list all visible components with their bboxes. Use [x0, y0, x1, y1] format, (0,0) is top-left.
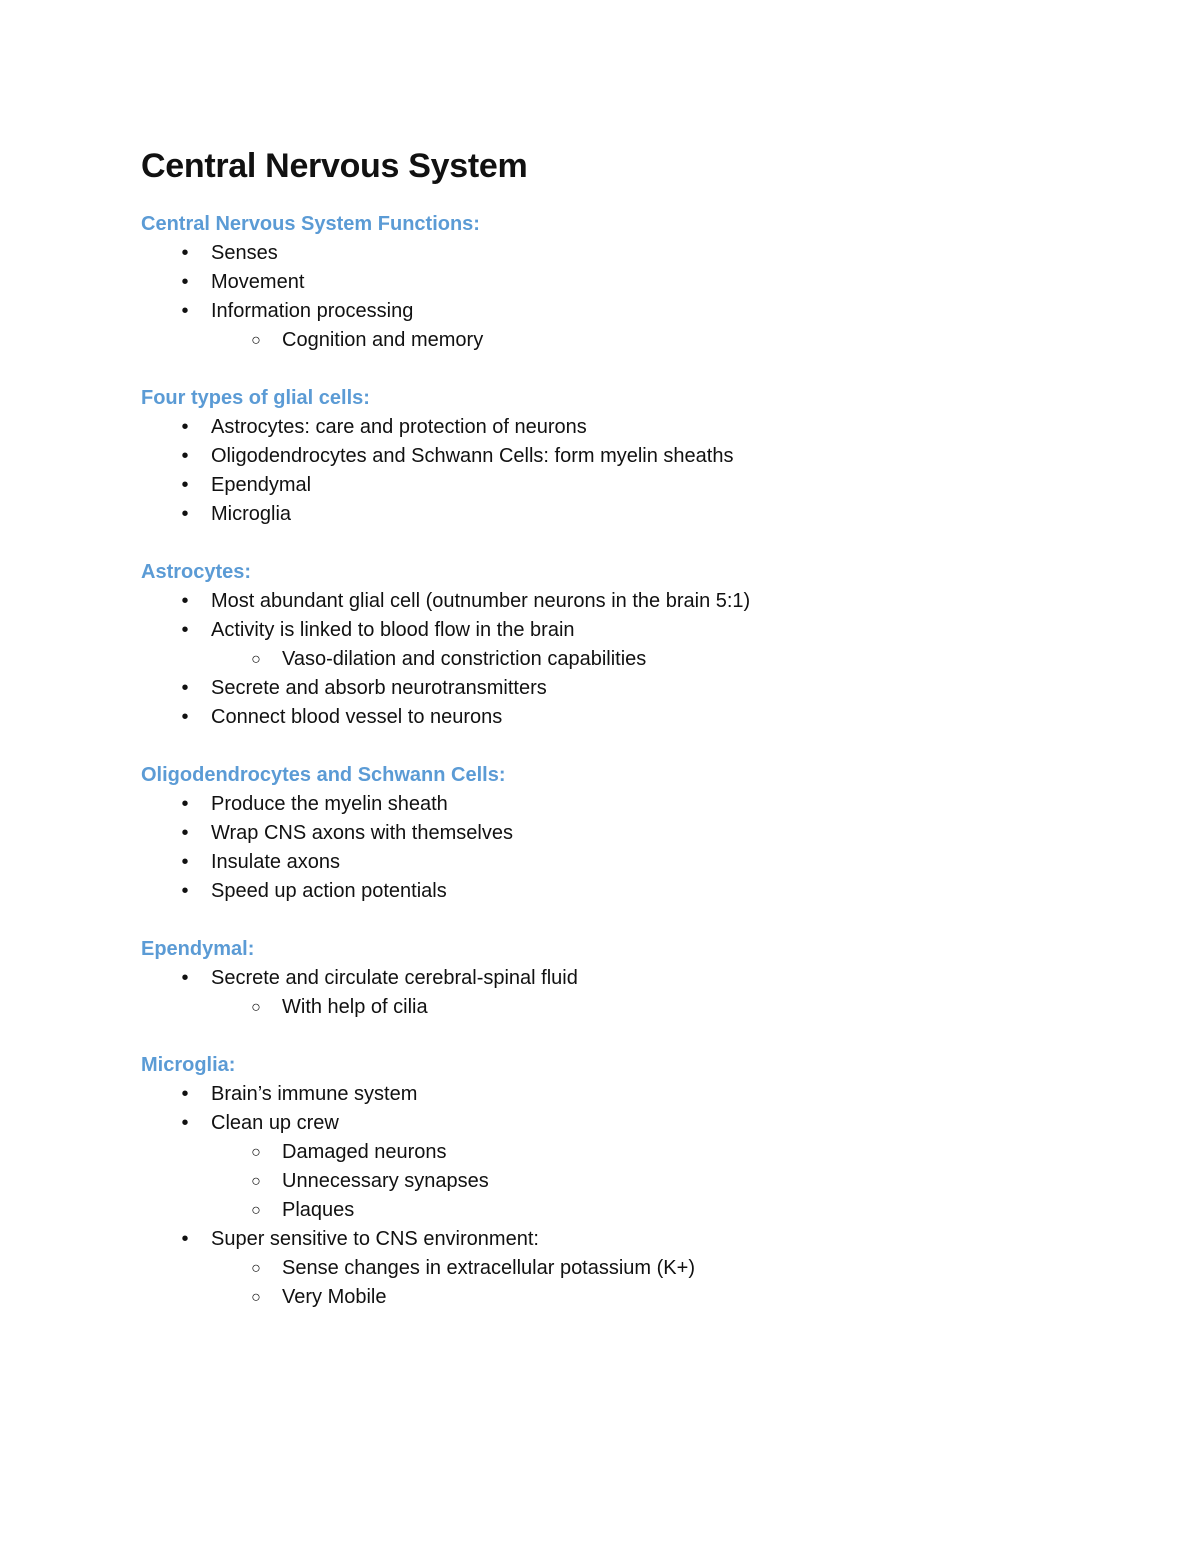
document-page: [141, 140, 1101, 1312]
list-item: [141, 616, 1101, 674]
list-item: [141, 964, 1101, 1022]
section-heading: Four types of glial cells:: [141, 387, 370, 409]
list-item-text: Astrocytes: care and protection of neurons: [211, 416, 587, 438]
section: [141, 1051, 1101, 1312]
bullet-list: [141, 964, 1101, 1022]
list-item-text: Microglia: [211, 503, 292, 525]
bullet-icon: •: [181, 880, 189, 902]
list-item: [141, 877, 1101, 906]
sub-list-item-text: With help of cilia: [282, 996, 428, 1018]
bullet-icon: •: [181, 590, 189, 612]
bullet-icon: •: [181, 445, 189, 467]
list-item-text: Secrete and absorb neurotransmitters: [211, 677, 547, 699]
bullet-icon: •: [181, 1112, 189, 1134]
sub-list-item: [211, 1254, 1101, 1283]
bullet-icon: •: [181, 242, 189, 264]
section-heading: Microglia:: [141, 1054, 236, 1076]
bullet-icon: •: [181, 474, 189, 496]
list-item: [141, 674, 1101, 703]
bullet-icon: •: [181, 677, 189, 699]
list-item: [141, 587, 1101, 616]
sub-list-item: [211, 1167, 1101, 1196]
circle-bullet-icon: ○: [251, 1260, 261, 1277]
list-item: [141, 1109, 1101, 1225]
circle-bullet-icon: ○: [251, 1202, 261, 1219]
bullet-icon: •: [181, 1083, 189, 1105]
list-item-text: Most abundant glial cell (outnumber neurons in the brain 5:1): [211, 590, 751, 612]
bullet-icon: •: [181, 416, 189, 438]
sub-bullet-list: [211, 326, 1101, 355]
sub-bullet-list: [211, 1254, 1101, 1312]
list-item-text: Speed up action potentials: [211, 880, 447, 902]
list-item-text: Produce the myelin sheath: [211, 793, 448, 815]
section-heading: Ependymal:: [141, 938, 255, 960]
list-item: [141, 268, 1101, 297]
section: [141, 558, 1101, 732]
section: [141, 210, 1101, 355]
list-item-text: Activity is linked to blood flow in the brain: [211, 619, 575, 641]
list-item: [141, 413, 1101, 442]
bullet-list: [141, 790, 1101, 906]
sub-list-item: [211, 326, 1101, 355]
section: [141, 384, 1101, 529]
list-item: [141, 1225, 1101, 1312]
bullet-icon: •: [181, 851, 189, 873]
sub-list-item-text: Cognition and memory: [282, 329, 484, 351]
list-item: [141, 819, 1101, 848]
list-item: [141, 500, 1101, 529]
bullet-icon: •: [181, 822, 189, 844]
bullet-icon: •: [181, 271, 189, 293]
list-item-text: Oligodendrocytes and Schwann Cells: form myelin sheaths: [211, 445, 734, 467]
list-item-text: Connect blood vessel to neurons: [211, 706, 503, 728]
sub-list-item-text: Vaso-dilation and constriction capabilities: [282, 648, 647, 670]
sub-list-item: [211, 993, 1101, 1022]
sub-list-item-text: Very Mobile: [282, 1286, 387, 1308]
bullet-list: [141, 413, 1101, 529]
bullet-icon: •: [181, 300, 189, 322]
bullet-icon: •: [181, 793, 189, 815]
section: [141, 761, 1101, 906]
sub-list-item-text: Damaged neurons: [282, 1141, 447, 1163]
bullet-icon: •: [181, 967, 189, 989]
list-item-text: Movement: [211, 271, 305, 293]
sub-list-item: [211, 1196, 1101, 1225]
sub-list-item-text: Sense changes in extracellular potassium (K+): [282, 1257, 695, 1279]
bullet-list: [141, 587, 1101, 732]
list-item-text: Super sensitive to CNS environment:: [211, 1228, 539, 1250]
list-item: [141, 790, 1101, 819]
section: [141, 935, 1101, 1022]
list-item-text: Insulate axons: [211, 851, 340, 873]
bullet-icon: •: [181, 1228, 189, 1250]
sub-list-item: [211, 1283, 1101, 1312]
document-body: [141, 210, 1101, 1312]
sub-list-item: [211, 645, 1101, 674]
list-item: [141, 239, 1101, 268]
bullet-list: [141, 1080, 1101, 1312]
sub-list-item-text: Unnecessary synapses: [282, 1170, 489, 1192]
sub-list-item: [211, 1138, 1101, 1167]
list-item-text: Brain’s immune system: [211, 1083, 418, 1105]
bullet-icon: •: [181, 706, 189, 728]
sub-bullet-list: [211, 1138, 1101, 1225]
sub-list-item-text: Plaques: [282, 1199, 355, 1221]
bullet-icon: •: [181, 503, 189, 525]
circle-bullet-icon: ○: [251, 1173, 261, 1190]
list-item: [141, 442, 1101, 471]
list-item: [141, 703, 1101, 732]
list-item: [141, 848, 1101, 877]
circle-bullet-icon: ○: [251, 1144, 261, 1161]
list-item-text: Wrap CNS axons with themselves: [211, 822, 513, 844]
circle-bullet-icon: ○: [251, 651, 261, 668]
sub-bullet-list: [211, 993, 1101, 1022]
list-item-text: Clean up crew: [211, 1112, 339, 1134]
list-item-text: Ependymal: [211, 474, 312, 496]
list-item-text: Secrete and circulate cerebral-spinal fluid: [211, 967, 578, 989]
list-item: [141, 471, 1101, 500]
list-item-text: Information processing: [211, 300, 414, 322]
section-heading: Oligodendrocytes and Schwann Cells:: [141, 764, 506, 786]
sub-bullet-list: [211, 645, 1101, 674]
bullet-list: [141, 239, 1101, 355]
circle-bullet-icon: ○: [251, 332, 261, 349]
page-title: Central Nervous System: [141, 147, 528, 185]
bullet-icon: •: [181, 619, 189, 641]
list-item: [141, 1080, 1101, 1109]
circle-bullet-icon: ○: [251, 999, 261, 1016]
section-heading: Central Nervous System Functions:: [141, 213, 480, 235]
list-item: [141, 297, 1101, 355]
circle-bullet-icon: ○: [251, 1289, 261, 1306]
section-heading: Astrocytes:: [141, 561, 252, 583]
list-item-text: Senses: [211, 242, 278, 264]
